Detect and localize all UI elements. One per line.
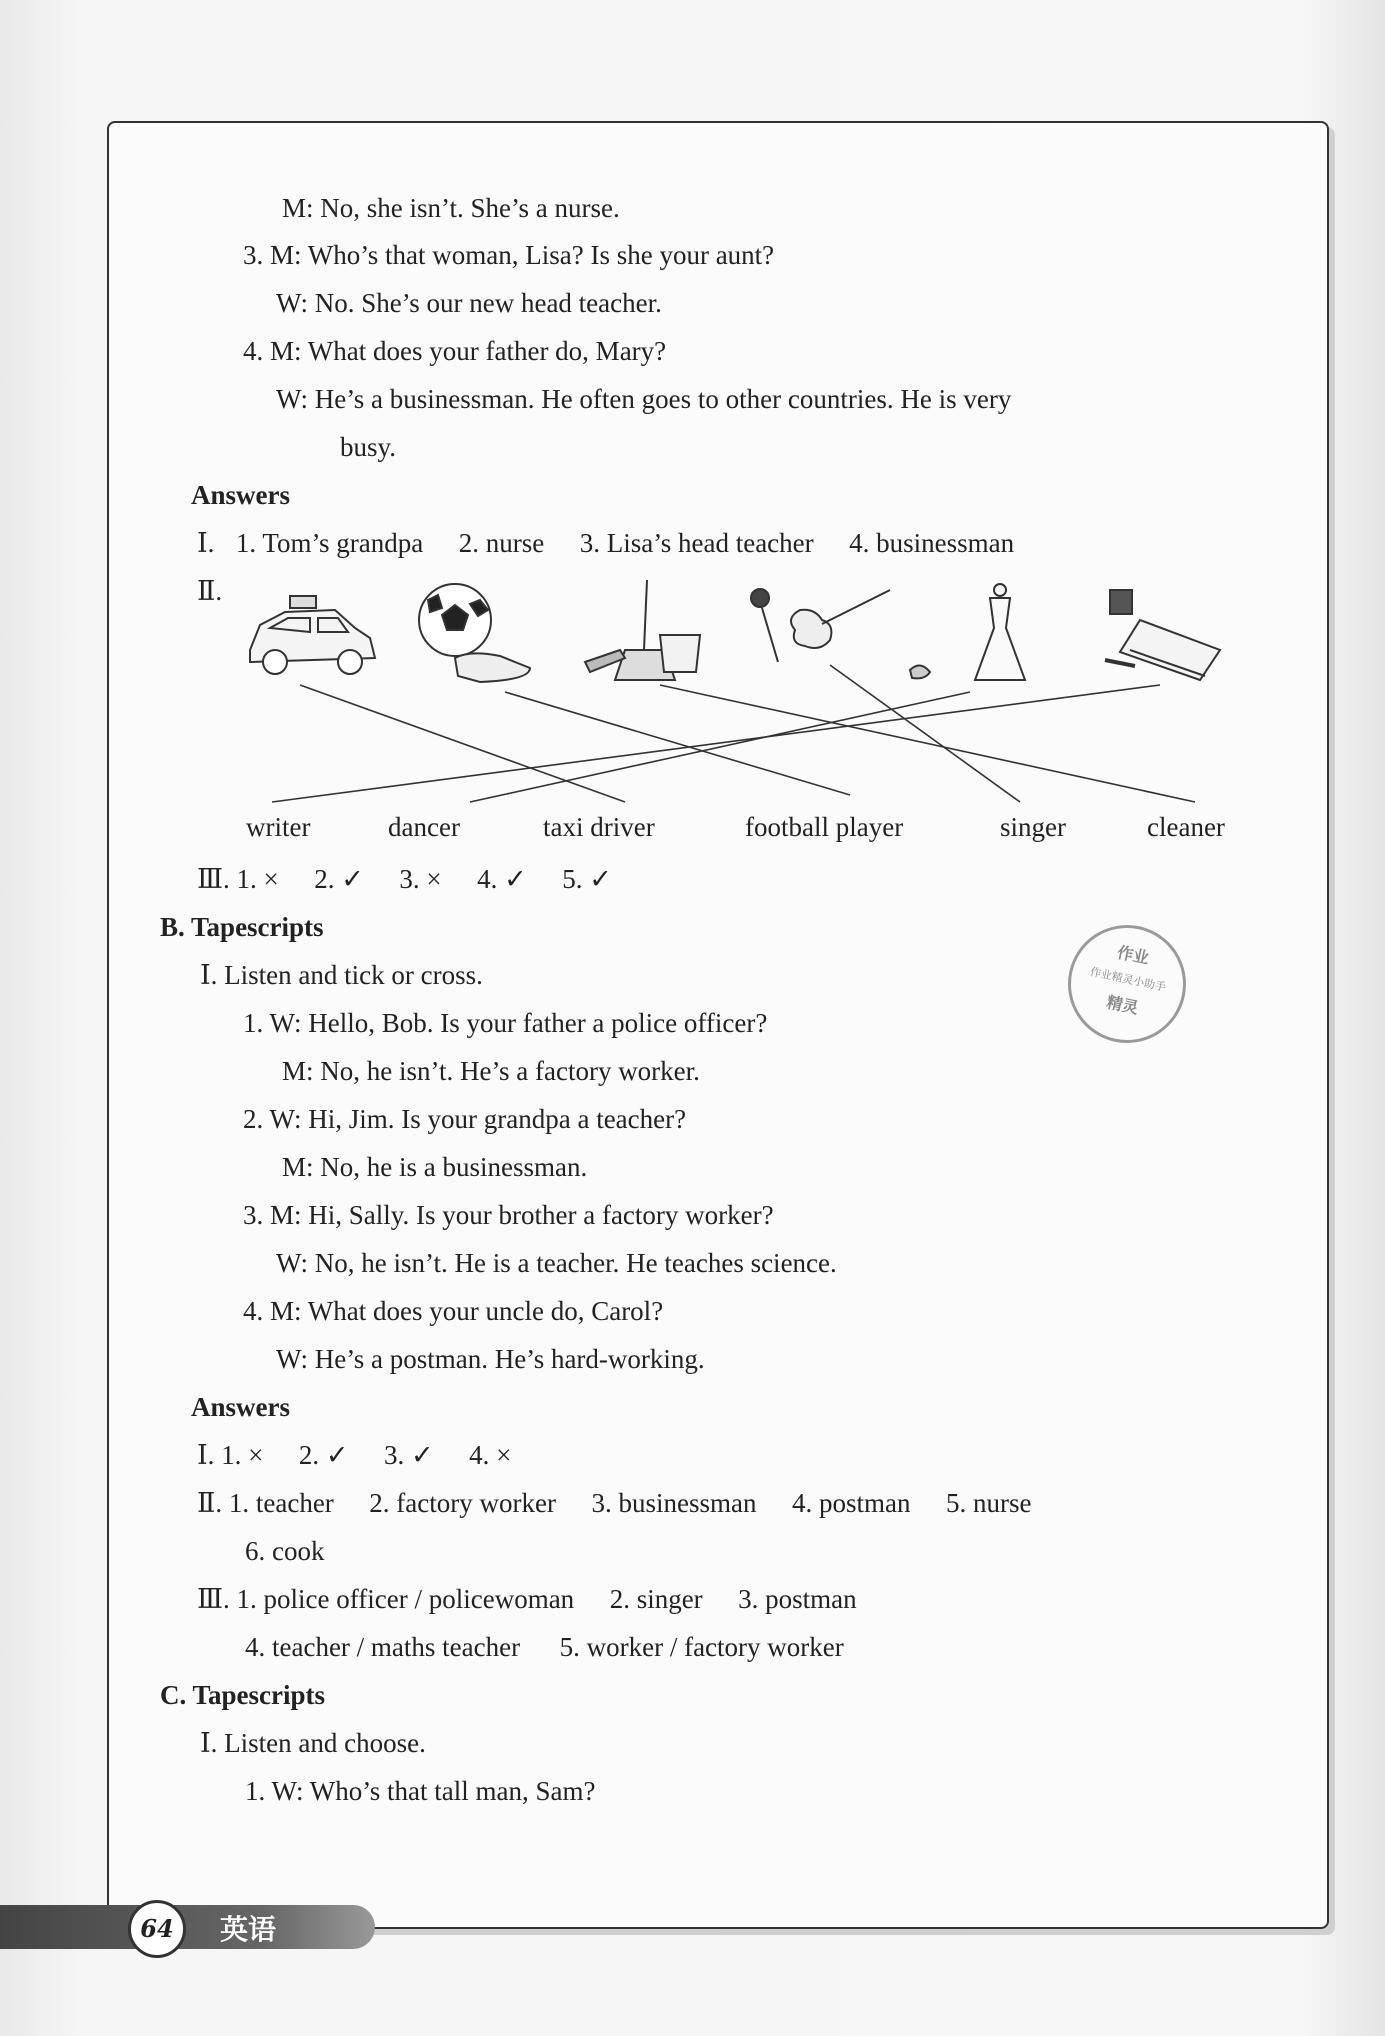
answers-heading: Answers <box>191 480 290 510</box>
utterance: No, she isn’t. She’s a nurse. <box>320 193 620 223</box>
utterance: Hi, Jim. Is your grandpa a teacher? <box>308 1104 687 1134</box>
answer-item: 2. singer <box>609 1584 703 1614</box>
dialog-line <box>243 1006 767 1040</box>
notebook-icon <box>1105 590 1220 680</box>
speaker: W: <box>276 1248 308 1278</box>
stamp-top: 作业 <box>1115 942 1151 968</box>
speaker: W: <box>276 288 308 318</box>
utterance: No, he isn’t. He’s a factory worker. <box>320 1056 700 1086</box>
speaker: M: <box>282 193 314 223</box>
utterance: He’s a businessman. He often goes to other countries. He is very <box>314 384 1012 414</box>
utterance: He’s a postman. He’s hard-working. <box>314 1344 705 1374</box>
item-number: 3. <box>243 1200 264 1230</box>
roman-numeral: Ⅰ. <box>197 1440 215 1470</box>
label-dancer: dancer <box>388 812 460 842</box>
stamp-mid: 作业精灵小助手 <box>1088 965 1167 994</box>
answer-item: 2. nurse <box>458 528 545 558</box>
answer-item: 4. × <box>469 1440 512 1470</box>
utterance: Hello, Bob. Is your father a police officer? <box>308 1008 768 1038</box>
stamp-bottom: 精灵 <box>1104 992 1141 1018</box>
label-singer: singer <box>1000 812 1066 842</box>
utterance: What does your uncle do, Carol? <box>307 1296 664 1326</box>
mop-icon <box>585 580 700 680</box>
answer-item: 5. ✓ <box>562 864 612 894</box>
instruction: Ⅰ. Listen and choose. <box>200 1728 426 1758</box>
answer-item: 4. businessman <box>849 528 1015 558</box>
dialog-line <box>243 1198 774 1232</box>
speaker: W: <box>271 1776 304 1806</box>
matching-lines <box>272 665 1195 802</box>
answers-heading: Answers <box>191 1392 290 1422</box>
roman-numeral: Ⅰ. <box>197 528 215 558</box>
answer-row <box>197 862 612 896</box>
answer-item: 3. ✓ <box>384 1440 434 1470</box>
matching-exercise <box>230 580 1250 820</box>
section-heading: B. Tapescripts <box>160 912 324 942</box>
item-number: 4. <box>243 1296 264 1326</box>
speaker: W: <box>276 1344 308 1374</box>
football-icon <box>419 584 530 682</box>
utterance: No. She’s our new head teacher. <box>314 288 662 318</box>
utterance: Hi, Sally. Is your brother a factory worker? <box>308 1200 774 1230</box>
utterance: No, he is a businessman. <box>320 1152 588 1182</box>
speaker: M: <box>270 1200 302 1230</box>
section-heading: C. Tapescripts <box>160 1680 326 1710</box>
answer-item: 2. factory worker <box>369 1488 556 1518</box>
utterance: Who’s that tall man, Sam? <box>309 1776 596 1806</box>
utterance: No, he isn’t. He is a teacher. He teaches science. <box>314 1248 837 1278</box>
speaker: M: <box>282 1056 314 1086</box>
dialog-line <box>276 286 662 320</box>
item-number: 4. <box>243 336 264 366</box>
dialog-line <box>282 1150 587 1184</box>
answer-item: 6. cook <box>245 1536 325 1566</box>
answer-item: 2. ✓ <box>298 1440 349 1470</box>
answer-row <box>245 1630 844 1664</box>
answer-item: 1. police officer / policewoman <box>236 1584 575 1614</box>
dialog-line <box>243 1102 686 1136</box>
utterance: What does your father do, Mary? <box>307 336 667 366</box>
label-taxi-driver: taxi driver <box>543 812 655 842</box>
answer-item: 3. businessman <box>591 1488 757 1518</box>
subject-label: 英语 <box>220 1913 277 1946</box>
answer-row <box>197 1486 1031 1520</box>
dialog-line <box>282 1054 700 1088</box>
instruction: Ⅰ. Listen and tick or cross. <box>200 960 483 990</box>
roman-numeral: Ⅲ. <box>197 864 230 894</box>
label-writer: writer <box>246 812 311 842</box>
dialog-line <box>276 382 1011 416</box>
answer-item: 1. × <box>236 864 279 894</box>
speaker: W: <box>269 1008 302 1038</box>
dialog-line <box>276 1342 705 1376</box>
answer-item: 4. teacher / maths teacher <box>245 1632 521 1662</box>
answer-item: 5. nurse <box>945 1488 1032 1518</box>
dialog-line <box>243 238 774 272</box>
dialog-line: busy. <box>340 432 397 462</box>
answer-item: 3. × <box>399 864 442 894</box>
item-number: 1. <box>245 1776 266 1806</box>
answer-row <box>197 1582 857 1616</box>
label-football-player: football player <box>745 812 904 842</box>
page-number: 64 <box>128 1900 186 1958</box>
footer-bar <box>0 1905 375 1949</box>
answer-item: 2. ✓ <box>314 864 364 894</box>
answer-item: 1. × <box>221 1440 264 1470</box>
speaker: M: <box>270 1296 302 1326</box>
speaker: M: <box>270 336 302 366</box>
dialog-line <box>243 1294 663 1328</box>
answer-item: 4. postman <box>791 1488 911 1518</box>
label-cleaner: cleaner <box>1147 812 1225 842</box>
item-number: 3. <box>243 240 264 270</box>
roman-numeral: Ⅱ. <box>197 576 223 606</box>
utterance: Who’s that woman, Lisa? Is she your aunt? <box>307 240 775 270</box>
item-number: 2. <box>243 1104 264 1134</box>
dialog-line <box>282 191 620 225</box>
answer-row <box>197 526 1014 560</box>
answer-item: 1. teacher <box>228 1488 334 1518</box>
roman-numeral: Ⅲ. <box>197 1584 230 1614</box>
microphone-guitar-icon <box>751 589 930 678</box>
speaker: W: <box>276 384 308 414</box>
answer-item: 1. Tom’s grandpa <box>235 528 424 558</box>
roman-numeral: Ⅱ. <box>197 1488 223 1518</box>
item-number: 1. <box>243 1008 264 1038</box>
answer-item: 3. Lisa’s head teacher <box>579 528 814 558</box>
speaker: M: <box>270 240 302 270</box>
dialog-line <box>245 1774 595 1808</box>
answer-item: 4. ✓ <box>477 864 527 894</box>
speaker: M: <box>282 1152 314 1182</box>
dress-icon <box>975 584 1025 680</box>
taxi-icon <box>250 596 375 674</box>
answer-item: 3. postman <box>738 1584 857 1614</box>
dialog-line <box>276 1246 837 1280</box>
answer-row <box>197 1438 511 1472</box>
speaker: W: <box>269 1104 302 1134</box>
answer-item: 5. worker / factory worker <box>559 1632 844 1662</box>
dialog-line <box>243 334 666 368</box>
